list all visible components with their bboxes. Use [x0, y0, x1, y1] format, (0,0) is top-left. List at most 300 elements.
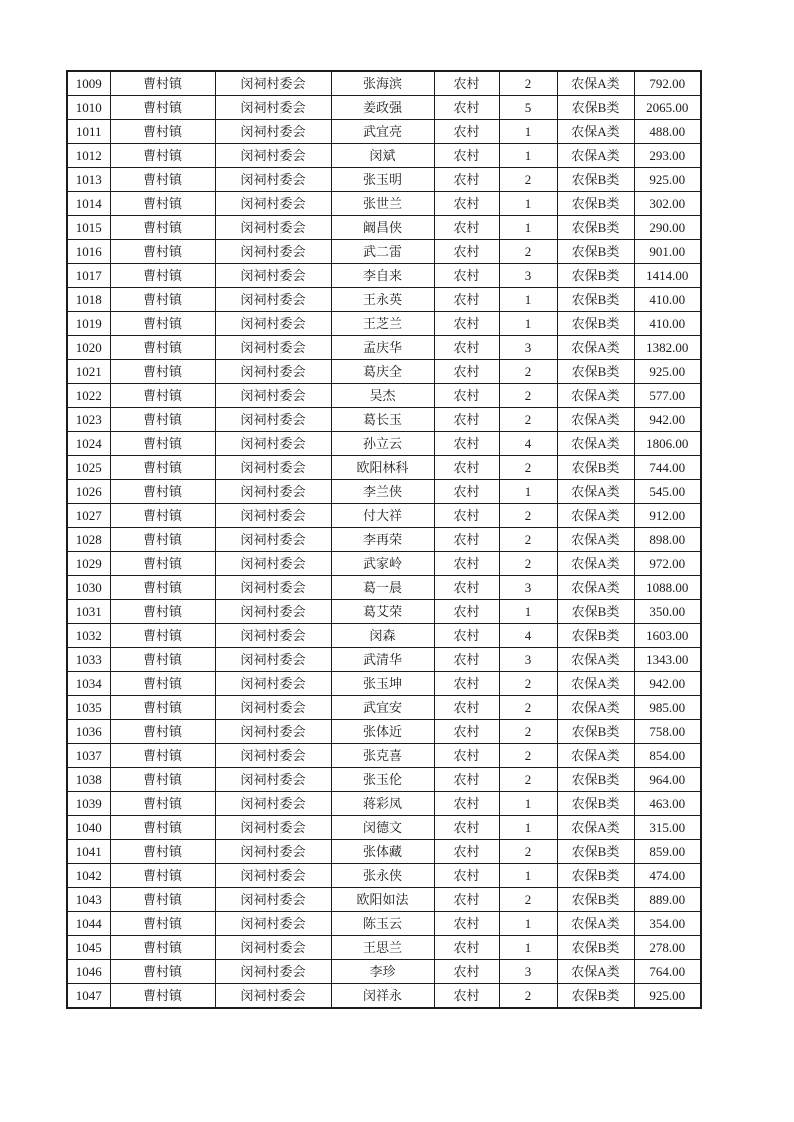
cell-count: 2: [499, 384, 557, 408]
table-row: [67, 144, 701, 168]
table-row: [67, 360, 701, 384]
table-row: [67, 552, 701, 576]
cell-village: 闵祠村委会: [215, 744, 331, 768]
cell-village: 闵祠村委会: [215, 528, 331, 552]
cell-name: 闵斌: [331, 144, 434, 168]
cell-town: 曹村镇: [110, 120, 215, 144]
cell-serial: 1040: [67, 816, 110, 840]
cell-village: 闵祠村委会: [215, 984, 331, 1009]
cell-insurance_type: 农保A类: [557, 672, 634, 696]
table-row: [67, 816, 701, 840]
cell-amount: 925.00: [634, 168, 701, 192]
cell-insurance_type: 农保A类: [557, 744, 634, 768]
table-row: [67, 696, 701, 720]
table-row: [67, 936, 701, 960]
cell-count: 2: [499, 456, 557, 480]
cell-amount: 1382.00: [634, 336, 701, 360]
cell-town: 曹村镇: [110, 624, 215, 648]
cell-serial: 1023: [67, 408, 110, 432]
table-row: [67, 408, 701, 432]
cell-serial: 1021: [67, 360, 110, 384]
cell-village: 闵祠村委会: [215, 360, 331, 384]
cell-village: 闵祠村委会: [215, 432, 331, 456]
cell-serial: 1042: [67, 864, 110, 888]
cell-village: 闵祠村委会: [215, 624, 331, 648]
cell-amount: 1343.00: [634, 648, 701, 672]
cell-count: 2: [499, 696, 557, 720]
cell-name: 张世兰: [331, 192, 434, 216]
cell-town: 曹村镇: [110, 360, 215, 384]
cell-serial: 1015: [67, 216, 110, 240]
cell-town: 曹村镇: [110, 984, 215, 1009]
cell-name: 李兰侠: [331, 480, 434, 504]
cell-insurance_type: 农保A类: [557, 144, 634, 168]
cell-name: 李再荣: [331, 528, 434, 552]
cell-amount: 942.00: [634, 408, 701, 432]
cell-insurance_type: 农保A类: [557, 648, 634, 672]
cell-name: 张玉伦: [331, 768, 434, 792]
cell-town: 曹村镇: [110, 192, 215, 216]
cell-name: 张克喜: [331, 744, 434, 768]
cell-insurance_type: 农保B类: [557, 720, 634, 744]
cell-name: 付大祥: [331, 504, 434, 528]
cell-town: 曹村镇: [110, 888, 215, 912]
cell-amount: 278.00: [634, 936, 701, 960]
cell-count: 1: [499, 936, 557, 960]
cell-count: 2: [499, 744, 557, 768]
cell-insurance_type: 农保A类: [557, 120, 634, 144]
cell-category: 农村: [434, 984, 499, 1009]
cell-town: 曹村镇: [110, 240, 215, 264]
cell-amount: 350.00: [634, 600, 701, 624]
cell-village: 闵祠村委会: [215, 696, 331, 720]
cell-amount: 474.00: [634, 864, 701, 888]
cell-insurance_type: 农保A类: [557, 71, 634, 96]
cell-insurance_type: 农保B类: [557, 264, 634, 288]
payment-table-container: [66, 70, 702, 1009]
cell-town: 曹村镇: [110, 816, 215, 840]
cell-serial: 1026: [67, 480, 110, 504]
cell-insurance_type: 农保A类: [557, 552, 634, 576]
cell-serial: 1038: [67, 768, 110, 792]
cell-amount: 942.00: [634, 672, 701, 696]
cell-category: 农村: [434, 696, 499, 720]
cell-serial: 1039: [67, 792, 110, 816]
cell-amount: 854.00: [634, 744, 701, 768]
table-row: [67, 792, 701, 816]
cell-village: 闵祠村委会: [215, 888, 331, 912]
cell-amount: 463.00: [634, 792, 701, 816]
cell-town: 曹村镇: [110, 936, 215, 960]
cell-count: 2: [499, 768, 557, 792]
cell-count: 1: [499, 816, 557, 840]
cell-insurance_type: 农保B类: [557, 216, 634, 240]
cell-category: 农村: [434, 336, 499, 360]
cell-serial: 1032: [67, 624, 110, 648]
cell-category: 农村: [434, 744, 499, 768]
table-row: [67, 624, 701, 648]
cell-amount: 898.00: [634, 528, 701, 552]
table-row: [67, 720, 701, 744]
cell-town: 曹村镇: [110, 144, 215, 168]
cell-town: 曹村镇: [110, 216, 215, 240]
cell-town: 曹村镇: [110, 720, 215, 744]
table-row: [67, 120, 701, 144]
cell-insurance_type: 农保A类: [557, 696, 634, 720]
cell-amount: 545.00: [634, 480, 701, 504]
table-row: [67, 456, 701, 480]
cell-category: 农村: [434, 144, 499, 168]
cell-count: 3: [499, 336, 557, 360]
cell-category: 农村: [434, 864, 499, 888]
cell-town: 曹村镇: [110, 336, 215, 360]
table-row: [67, 336, 701, 360]
cell-amount: 764.00: [634, 960, 701, 984]
cell-amount: 744.00: [634, 456, 701, 480]
cell-serial: 1011: [67, 120, 110, 144]
cell-insurance_type: 农保A类: [557, 336, 634, 360]
cell-town: 曹村镇: [110, 528, 215, 552]
cell-serial: 1010: [67, 96, 110, 120]
cell-category: 农村: [434, 312, 499, 336]
cell-town: 曹村镇: [110, 288, 215, 312]
table-row: [67, 384, 701, 408]
table-row: [67, 96, 701, 120]
cell-insurance_type: 农保A类: [557, 960, 634, 984]
cell-count: 1: [499, 288, 557, 312]
cell-category: 农村: [434, 240, 499, 264]
cell-serial: 1019: [67, 312, 110, 336]
cell-category: 农村: [434, 96, 499, 120]
cell-name: 葛艾荣: [331, 600, 434, 624]
cell-name: 张体近: [331, 720, 434, 744]
table-row: [67, 744, 701, 768]
cell-serial: 1045: [67, 936, 110, 960]
cell-amount: 889.00: [634, 888, 701, 912]
cell-serial: 1027: [67, 504, 110, 528]
cell-name: 吴杰: [331, 384, 434, 408]
cell-village: 闵祠村委会: [215, 336, 331, 360]
cell-insurance_type: 农保B类: [557, 360, 634, 384]
cell-count: 2: [499, 672, 557, 696]
cell-town: 曹村镇: [110, 456, 215, 480]
cell-serial: 1041: [67, 840, 110, 864]
cell-count: 5: [499, 96, 557, 120]
table-row: [67, 600, 701, 624]
cell-serial: 1014: [67, 192, 110, 216]
cell-insurance_type: 农保B类: [557, 888, 634, 912]
cell-name: 葛庆全: [331, 360, 434, 384]
cell-serial: 1047: [67, 984, 110, 1009]
cell-insurance_type: 农保B类: [557, 864, 634, 888]
cell-town: 曹村镇: [110, 96, 215, 120]
cell-village: 闵祠村委会: [215, 936, 331, 960]
cell-name: 葛长玉: [331, 408, 434, 432]
cell-village: 闵祠村委会: [215, 264, 331, 288]
cell-category: 农村: [434, 384, 499, 408]
cell-serial: 1030: [67, 576, 110, 600]
cell-serial: 1022: [67, 384, 110, 408]
cell-category: 农村: [434, 71, 499, 96]
cell-insurance_type: 农保B类: [557, 96, 634, 120]
cell-insurance_type: 农保A类: [557, 432, 634, 456]
table-row: [67, 888, 701, 912]
cell-name: 武宜亮: [331, 120, 434, 144]
cell-count: 2: [499, 360, 557, 384]
cell-amount: 925.00: [634, 360, 701, 384]
cell-count: 2: [499, 888, 557, 912]
cell-town: 曹村镇: [110, 408, 215, 432]
cell-insurance_type: 农保A类: [557, 504, 634, 528]
cell-town: 曹村镇: [110, 552, 215, 576]
cell-count: 1: [499, 120, 557, 144]
cell-town: 曹村镇: [110, 504, 215, 528]
cell-amount: 1603.00: [634, 624, 701, 648]
cell-name: 孟庆华: [331, 336, 434, 360]
cell-amount: 2065.00: [634, 96, 701, 120]
cell-count: 1: [499, 912, 557, 936]
cell-amount: 925.00: [634, 984, 701, 1009]
cell-serial: 1044: [67, 912, 110, 936]
cell-insurance_type: 农保B类: [557, 936, 634, 960]
cell-count: 2: [499, 552, 557, 576]
cell-insurance_type: 农保B类: [557, 792, 634, 816]
cell-serial: 1037: [67, 744, 110, 768]
cell-name: 阚昌侠: [331, 216, 434, 240]
cell-name: 李珍: [331, 960, 434, 984]
cell-serial: 1024: [67, 432, 110, 456]
cell-category: 农村: [434, 816, 499, 840]
cell-village: 闵祠村委会: [215, 648, 331, 672]
cell-category: 农村: [434, 960, 499, 984]
cell-name: 李自来: [331, 264, 434, 288]
cell-category: 农村: [434, 264, 499, 288]
table-row: [67, 984, 701, 1009]
cell-count: 2: [499, 240, 557, 264]
cell-village: 闵祠村委会: [215, 552, 331, 576]
cell-insurance_type: 农保A类: [557, 576, 634, 600]
cell-insurance_type: 农保B类: [557, 288, 634, 312]
cell-amount: 302.00: [634, 192, 701, 216]
cell-village: 闵祠村委会: [215, 576, 331, 600]
cell-category: 农村: [434, 528, 499, 552]
table-row: [67, 504, 701, 528]
cell-category: 农村: [434, 576, 499, 600]
cell-insurance_type: 农保A类: [557, 384, 634, 408]
cell-serial: 1029: [67, 552, 110, 576]
cell-amount: 293.00: [634, 144, 701, 168]
table-row: [67, 576, 701, 600]
cell-count: 4: [499, 432, 557, 456]
table-row: [67, 240, 701, 264]
cell-serial: 1012: [67, 144, 110, 168]
table-body: [67, 71, 701, 1008]
table-row: [67, 216, 701, 240]
cell-serial: 1028: [67, 528, 110, 552]
cell-category: 农村: [434, 912, 499, 936]
table-row: [67, 840, 701, 864]
cell-amount: 964.00: [634, 768, 701, 792]
cell-village: 闵祠村委会: [215, 672, 331, 696]
cell-category: 农村: [434, 480, 499, 504]
cell-insurance_type: 农保B类: [557, 312, 634, 336]
cell-village: 闵祠村委会: [215, 384, 331, 408]
cell-village: 闵祠村委会: [215, 864, 331, 888]
cell-name: 张永侠: [331, 864, 434, 888]
table-row: [67, 768, 701, 792]
cell-count: 2: [499, 528, 557, 552]
payment-table: [66, 70, 702, 1009]
cell-town: 曹村镇: [110, 312, 215, 336]
cell-town: 曹村镇: [110, 600, 215, 624]
cell-name: 陈玉云: [331, 912, 434, 936]
cell-category: 农村: [434, 432, 499, 456]
table-row: [67, 864, 701, 888]
cell-insurance_type: 农保A类: [557, 408, 634, 432]
cell-name: 张体藏: [331, 840, 434, 864]
cell-count: 1: [499, 864, 557, 888]
cell-category: 农村: [434, 456, 499, 480]
cell-village: 闵祠村委会: [215, 288, 331, 312]
cell-name: 闵森: [331, 624, 434, 648]
cell-serial: 1009: [67, 71, 110, 96]
cell-town: 曹村镇: [110, 576, 215, 600]
cell-amount: 1088.00: [634, 576, 701, 600]
cell-serial: 1017: [67, 264, 110, 288]
cell-town: 曹村镇: [110, 840, 215, 864]
cell-insurance_type: 农保B类: [557, 168, 634, 192]
cell-category: 农村: [434, 216, 499, 240]
cell-amount: 901.00: [634, 240, 701, 264]
cell-amount: 1414.00: [634, 264, 701, 288]
cell-town: 曹村镇: [110, 264, 215, 288]
cell-village: 闵祠村委会: [215, 120, 331, 144]
cell-category: 农村: [434, 120, 499, 144]
cell-insurance_type: 农保B类: [557, 624, 634, 648]
cell-village: 闵祠村委会: [215, 408, 331, 432]
cell-category: 农村: [434, 192, 499, 216]
cell-name: 王思兰: [331, 936, 434, 960]
cell-name: 武二雷: [331, 240, 434, 264]
cell-serial: 1034: [67, 672, 110, 696]
cell-count: 3: [499, 264, 557, 288]
cell-village: 闵祠村委会: [215, 456, 331, 480]
cell-village: 闵祠村委会: [215, 792, 331, 816]
cell-count: 3: [499, 576, 557, 600]
cell-name: 欧阳如法: [331, 888, 434, 912]
cell-amount: 315.00: [634, 816, 701, 840]
cell-serial: 1020: [67, 336, 110, 360]
cell-serial: 1031: [67, 600, 110, 624]
cell-village: 闵祠村委会: [215, 960, 331, 984]
cell-insurance_type: 农保A类: [557, 528, 634, 552]
table-row: [67, 432, 701, 456]
cell-count: 1: [499, 144, 557, 168]
cell-name: 欧阳林科: [331, 456, 434, 480]
cell-insurance_type: 农保A类: [557, 912, 634, 936]
cell-town: 曹村镇: [110, 792, 215, 816]
cell-village: 闵祠村委会: [215, 144, 331, 168]
cell-village: 闵祠村委会: [215, 840, 331, 864]
cell-village: 闵祠村委会: [215, 240, 331, 264]
cell-village: 闵祠村委会: [215, 720, 331, 744]
cell-category: 农村: [434, 600, 499, 624]
cell-count: 2: [499, 408, 557, 432]
cell-count: 1: [499, 600, 557, 624]
cell-name: 武清华: [331, 648, 434, 672]
cell-village: 闵祠村委会: [215, 71, 331, 96]
cell-town: 曹村镇: [110, 480, 215, 504]
table-row: [67, 168, 701, 192]
cell-village: 闵祠村委会: [215, 816, 331, 840]
cell-amount: 354.00: [634, 912, 701, 936]
cell-category: 农村: [434, 672, 499, 696]
cell-category: 农村: [434, 408, 499, 432]
table-row: [67, 480, 701, 504]
cell-count: 1: [499, 792, 557, 816]
cell-category: 农村: [434, 504, 499, 528]
cell-village: 闵祠村委会: [215, 312, 331, 336]
table-row: [67, 912, 701, 936]
cell-count: 1: [499, 192, 557, 216]
cell-category: 农村: [434, 360, 499, 384]
cell-count: 1: [499, 480, 557, 504]
cell-amount: 410.00: [634, 288, 701, 312]
cell-count: 2: [499, 71, 557, 96]
cell-name: 闵祥永: [331, 984, 434, 1009]
cell-amount: 985.00: [634, 696, 701, 720]
cell-category: 农村: [434, 288, 499, 312]
cell-category: 农村: [434, 888, 499, 912]
cell-town: 曹村镇: [110, 696, 215, 720]
cell-insurance_type: 农保A类: [557, 816, 634, 840]
cell-name: 张玉坤: [331, 672, 434, 696]
cell-category: 农村: [434, 168, 499, 192]
cell-town: 曹村镇: [110, 768, 215, 792]
cell-town: 曹村镇: [110, 864, 215, 888]
cell-amount: 758.00: [634, 720, 701, 744]
cell-insurance_type: 农保B类: [557, 240, 634, 264]
cell-name: 张玉明: [331, 168, 434, 192]
table-row: [67, 528, 701, 552]
cell-amount: 290.00: [634, 216, 701, 240]
cell-village: 闵祠村委会: [215, 768, 331, 792]
cell-count: 4: [499, 624, 557, 648]
cell-serial: 1018: [67, 288, 110, 312]
cell-town: 曹村镇: [110, 672, 215, 696]
table-row: [67, 288, 701, 312]
cell-category: 农村: [434, 720, 499, 744]
cell-amount: 859.00: [634, 840, 701, 864]
cell-village: 闵祠村委会: [215, 192, 331, 216]
cell-town: 曹村镇: [110, 648, 215, 672]
cell-town: 曹村镇: [110, 168, 215, 192]
cell-count: 2: [499, 720, 557, 744]
cell-serial: 1046: [67, 960, 110, 984]
cell-count: 3: [499, 960, 557, 984]
cell-town: 曹村镇: [110, 912, 215, 936]
cell-category: 农村: [434, 552, 499, 576]
cell-insurance_type: 农保A类: [557, 480, 634, 504]
cell-village: 闵祠村委会: [215, 96, 331, 120]
cell-serial: 1025: [67, 456, 110, 480]
cell-insurance_type: 农保B类: [557, 456, 634, 480]
cell-town: 曹村镇: [110, 71, 215, 96]
cell-name: 闵德文: [331, 816, 434, 840]
cell-category: 农村: [434, 624, 499, 648]
cell-count: 2: [499, 840, 557, 864]
cell-village: 闵祠村委会: [215, 216, 331, 240]
